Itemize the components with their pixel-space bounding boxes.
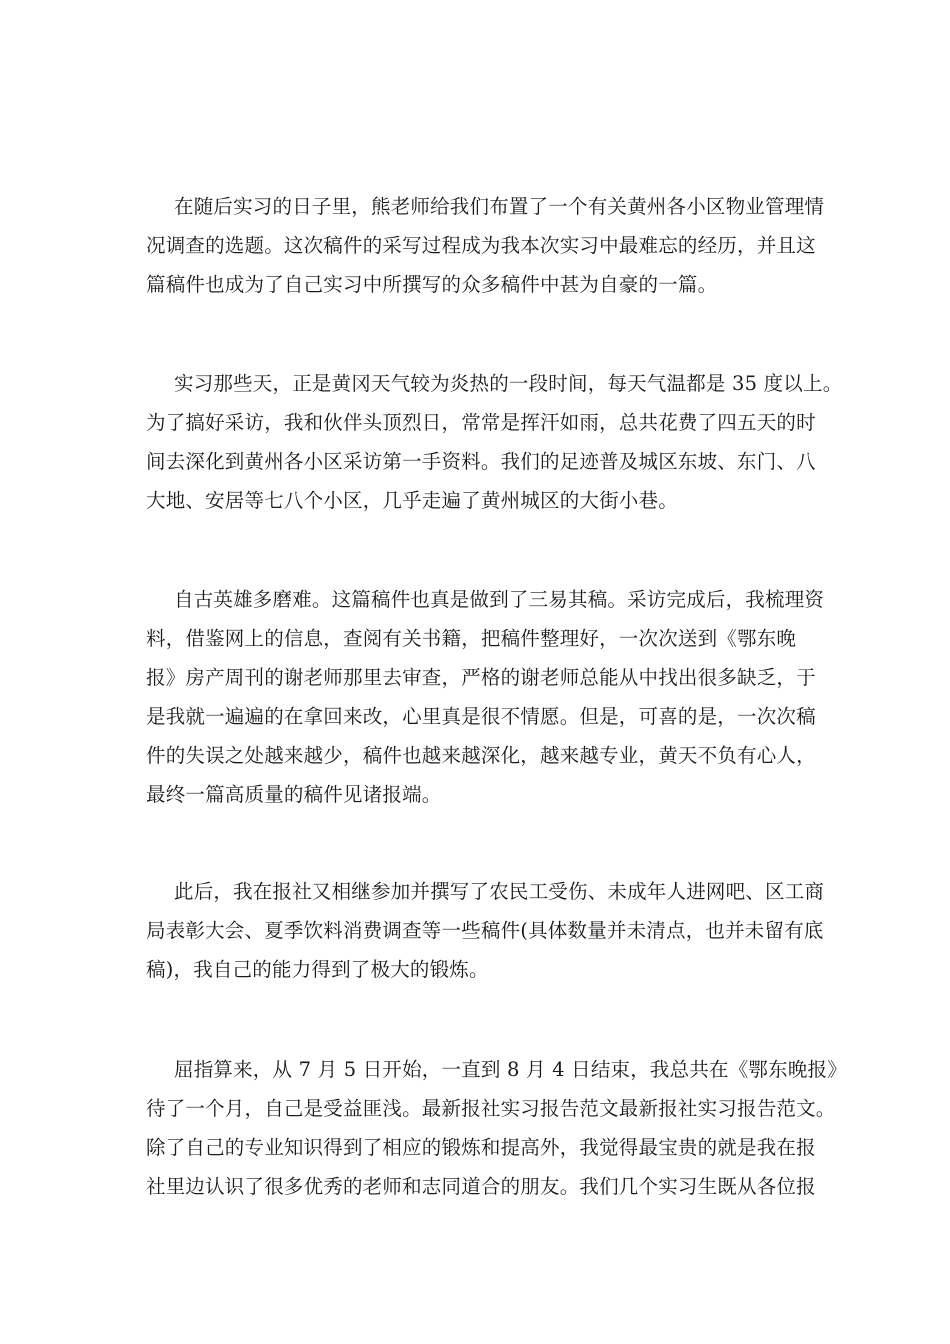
paragraph-line: 在随后实习的日子里，熊老师给我们布置了一个有关黄州各小区物业管理情: [174, 195, 825, 218]
paragraph-line: 屈指算来，从 7 月 5 日开始，一直到 8 月 4 日结束，我总共在《鄂东晚报》: [174, 1058, 847, 1081]
paragraph-line: 此后，我在报社又相继参加并撰写了农民工受伤、未成年人进网吧、区工商: [174, 880, 825, 903]
paragraph-line: 篇稿件也成为了自己实习中所撰写的众多稿件中甚为自豪的一篇。: [146, 273, 718, 296]
paragraph-line: 实习那些天，正是黄冈天气较为炎热的一段时间，每天气温都是 35 度以上。: [174, 372, 843, 395]
paragraph-line: 间去深化到黄州各小区采访第一手资料。我们的足迹普及城区东坡、东门、八: [146, 450, 816, 473]
paragraph-line: 是我就一遍遍的在拿回来改，心里真是很不情愿。但是，可喜的是，一次次稿: [146, 705, 816, 728]
paragraph-3: [146, 580, 825, 814]
paragraph-line: 最终一篇高质量的稿件见诸报端。: [146, 783, 442, 806]
paragraph-line: 稿)，我自己的能力得到了极大的锻炼。: [146, 958, 489, 981]
paragraph-4: [146, 872, 825, 989]
paragraph-line: 局表彰大会、夏季饮料消费调查等一些稿件(具体数量并未清点，也并未留有底: [146, 919, 824, 942]
paragraph-1: [146, 187, 825, 304]
paragraph-line: 除了自己的专业知识得到了相应的锻炼和提高外，我觉得最宝贵的就是我在报: [146, 1136, 816, 1159]
paragraph-line: 料，借鉴网上的信息，查阅有关书籍，把稿件整理好，一次次送到《鄂东晚: [146, 627, 797, 650]
paragraph-5: [146, 1050, 847, 1206]
paragraph-line: 报》房产周刊的谢老师那里去审查，严格的谢老师总能从中找出很多缺乏，于: [146, 666, 816, 689]
paragraph-line: 自古英雄多磨难。这篇稿件也真是做到了三易其稿。采访完成后，我梳理资: [174, 588, 825, 611]
paragraph-line: 为了搞好采访，我和伙伴头顶烈日，常常是挥汗如雨，总共花费了四五天的时: [146, 411, 816, 434]
paragraph-line: 社里边认识了很多优秀的老师和志同道合的朋友。我们几个实习生既从各位报: [146, 1175, 816, 1198]
paragraph-line: 大地、安居等七八个小区，几乎走遍了黄州城区的大街小巷。: [146, 489, 678, 512]
paragraph-2: [146, 364, 843, 520]
paragraph-line: 况调查的选题。这次稿件的采写过程成为我本次实习中最难忘的经历，并且这: [146, 234, 816, 257]
paragraph-line: 待了一个月，自己是受益匪浅。最新报社实习报告范文最新报社实习报告范文。: [146, 1097, 836, 1120]
paragraph-line: 件的失误之处越来越少，稿件也越来越深化，越来越专业，黄天不负有心人，: [146, 744, 816, 767]
